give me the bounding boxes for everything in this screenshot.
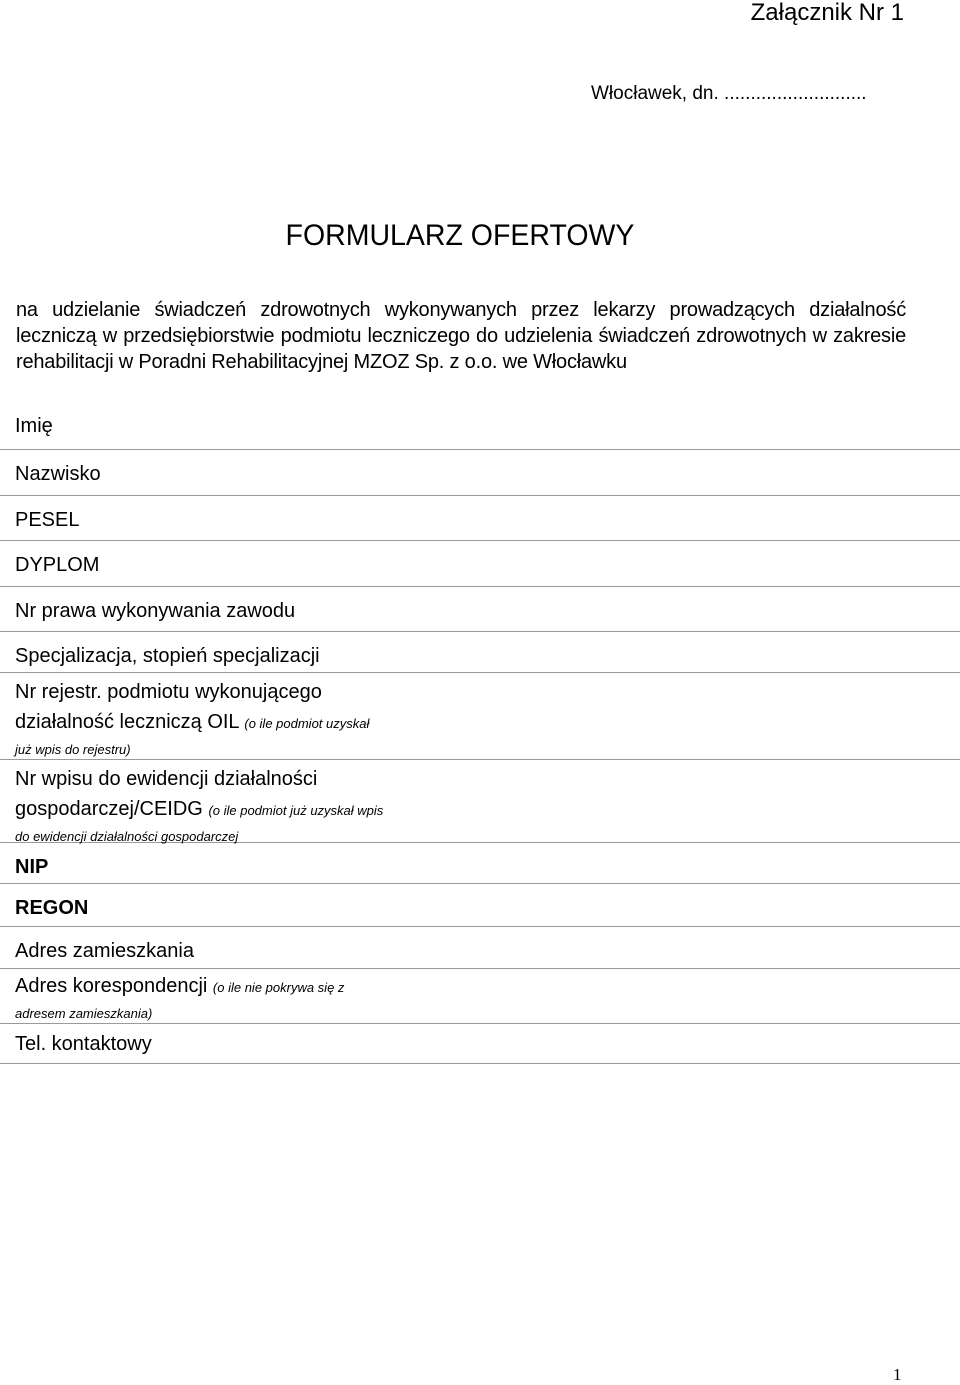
field-oil-register[interactable] [0,673,960,760]
last-name-label: Nazwisko [15,463,101,485]
ceidg-label-line1: Nr wpisu do ewidencji działalności [15,768,318,790]
regon-label: REGON [15,897,89,919]
license-number-label: Nr prawa wykonywania zawodu [15,600,296,622]
correspondence-note2: adresem zamieszkania) [15,1006,153,1021]
correspondence-label-wrap [15,971,960,1003]
ceidg-label-line2-wrap [15,794,960,826]
home-address-label: Adres zamieszkania [15,940,194,962]
field-home-address[interactable] [0,927,960,969]
oil-register-label-line2-wrap [15,707,960,739]
pesel-label: PESEL [15,509,80,531]
offer-fields-table [0,402,960,1064]
form-subtitle: na udzielanie świadczeń zdrowotnych wykonywanych przez lekarzy prowadzących działalność leczniczą w przedsiębiorstwie podmiotu leczniczego do udzielenia świadczeń zdrowotnych w zakresie rehabilitacji w Poradni Rehabilitacyjnej MZOZ Sp. z o.o. we Włocławku [16,299,906,373]
field-specialization[interactable] [0,632,960,673]
ceidg-note1: (o ile podmiot już uzyskał wpis [208,803,384,818]
field-first-name[interactable] [0,402,960,450]
field-license-number[interactable] [0,587,960,632]
oil-register-note2: już wpis do rejestru) [15,742,131,757]
field-regon[interactable] [0,884,960,927]
annex-label: Załącznik Nr 1 [750,0,904,26]
nip-label: NIP [15,856,49,878]
field-diploma[interactable] [0,541,960,587]
form-title: FORMULARZ OFERTOWY [285,219,635,252]
oil-register-label-line2: działalność leczniczą OIL [15,711,239,733]
specialization-label: Specjalizacja, stopień specjalizacji [15,645,320,667]
place-date-line: Włocławek, dn. ........................... [591,83,867,104]
correspondence-note1: (o ile nie pokrywa się z [212,980,345,995]
field-nip[interactable] [0,843,960,884]
field-correspondence-address[interactable] [0,969,960,1024]
phone-label: Tel. kontaktowy [15,1033,152,1055]
field-pesel[interactable] [0,496,960,541]
field-phone[interactable] [0,1024,960,1064]
page-number: 1 [893,1365,902,1384]
field-last-name[interactable] [0,450,960,496]
field-ceidg[interactable] [0,760,960,843]
ceidg-note2: do ewidencji działalności gospodarczej [15,829,239,844]
correspondence-label: Adres korespondencji [15,975,208,997]
oil-register-note1: (o ile podmiot uzyskał [244,716,370,731]
ceidg-label-line2: gospodarczej/CEIDG [15,798,203,820]
diploma-label: DYPLOM [15,554,100,576]
first-name-label: Imię [15,415,53,437]
oil-register-label-line1: Nr rejestr. podmiotu wykonującego [15,681,322,703]
